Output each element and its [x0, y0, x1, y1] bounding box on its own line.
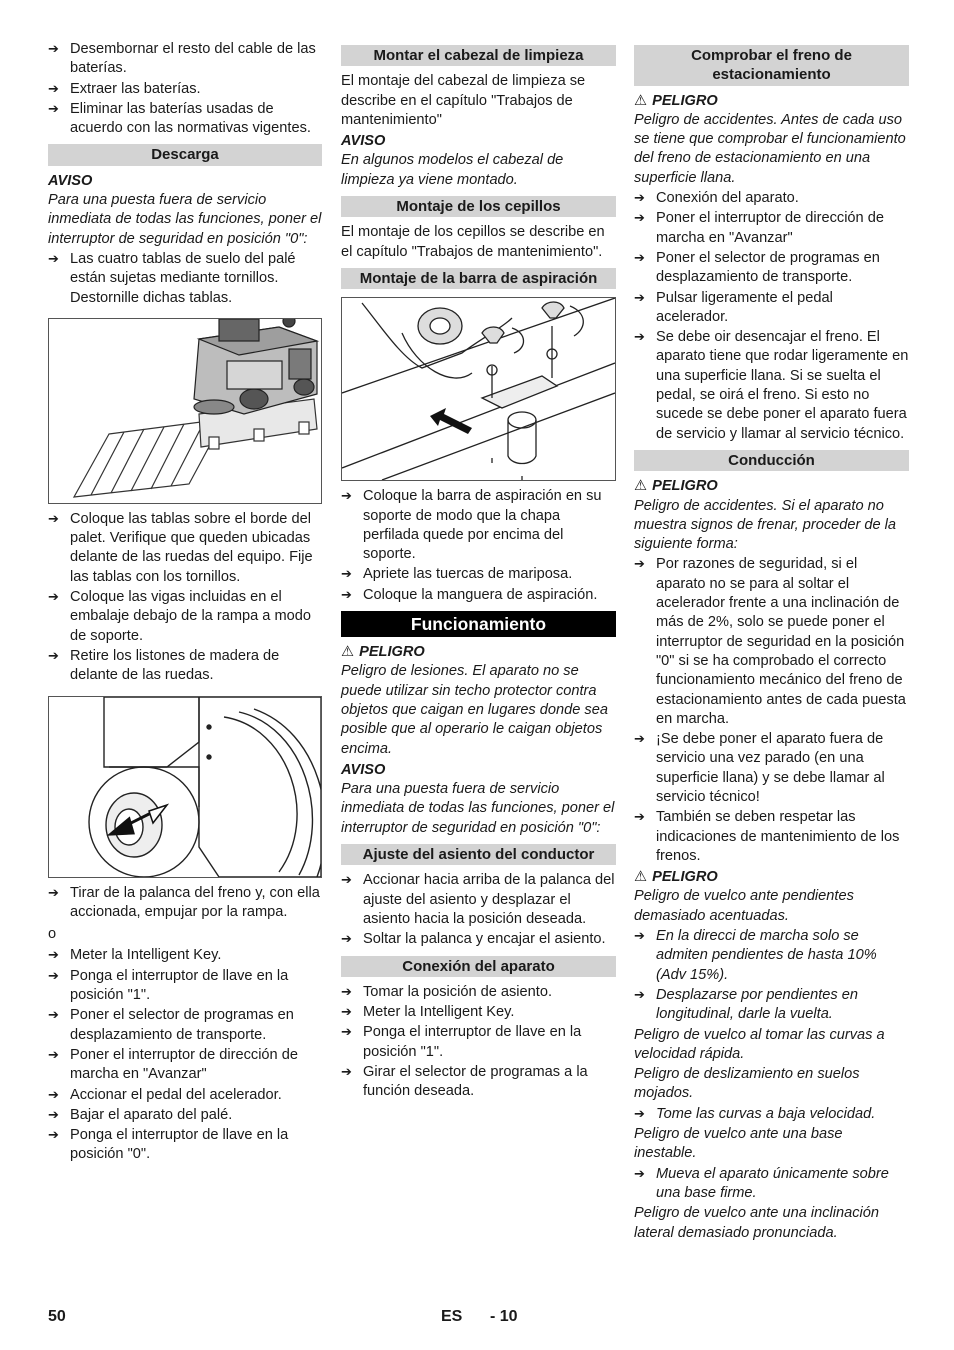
bullet-list: [634, 189, 909, 444]
list-item: ➔ Conexión del aparato.: [634, 189, 909, 208]
peligro-label: ⚠ PELIGRO: [634, 92, 909, 111]
list-item: ➔ Ponga el interruptor de llave en la posición "0".: [48, 1126, 322, 1165]
peligro-text: Peligro de lesiones. El aparato no se puede utilizar sin techo protector contra objetos que caigan en lugares donde sea posible que al operario le caigan objetos encima.: [341, 663, 608, 757]
list-item: ➔ Bajar el aparato del palé.: [48, 1106, 322, 1125]
bullet-list: [341, 871, 616, 949]
peligro-label: ⚠ PELIGRO: [634, 477, 909, 496]
list-item: ➔ Accionar hacia arriba de la palanca del ajuste del asiento y desplazar el asiento hacia la posición deseada.: [341, 871, 616, 929]
section-heading-cepillos: Montaje de los cepillos: [341, 196, 616, 217]
list-item: ➔ También se deben respetar las indicaciones de mantenimiento de los frenos.: [634, 808, 909, 866]
peligro-text: Peligro de accidentes. Si el aparato no muestra signos de frenar, proceder de la siguiente forma:: [634, 497, 897, 553]
list-item: ➔ Tirar de la palanca del freno y, con ella accionada, empujar por la rampa.: [48, 884, 322, 923]
bullet-list: [634, 1165, 909, 1204]
cabezal-text: El montaje del cabezal de limpieza se describe en el capítulo "Trabajos de mantenimiento": [341, 73, 586, 128]
section-heading-cabezal: Montar el cabezal de limpieza: [341, 45, 616, 66]
list-item: ➔ Las cuatro tablas de suelo del palé están sujetas mediante tornillos. Destornille dichas tablas.: [48, 250, 322, 308]
aviso-label: AVISO: [48, 172, 93, 189]
section-heading-descarga: Descarga: [48, 144, 322, 165]
bullet-list: [634, 1105, 909, 1124]
list-item: ➔ Retire los listones de madera de delante de las ruedas.: [48, 647, 322, 686]
figure-machine-on-pallet: [48, 318, 322, 504]
list-item: ➔ Poner el selector de programas en desplazamiento de transporte.: [48, 1006, 322, 1045]
list-item: ➔ Coloque las vigas incluidas en el embalaje debajo de la rampa a modo de soporte.: [48, 588, 322, 646]
base-text: Peligro de vuelco ante una base inestable.: [634, 1126, 843, 1162]
warning-triangle-icon: ⚠: [634, 478, 648, 495]
aviso-text: Para una puesta fuera de servicio inmediata de todas las funciones, poner el interruptor de seguridad en posición "0":: [341, 781, 615, 836]
section-heading-funcionamiento: Funcionamiento: [341, 611, 616, 637]
list-item: ➔ Poner el selector de programas en desplazamiento de transporte.: [634, 249, 909, 288]
list-item: ➔ Poner el interruptor de dirección de marcha en "Avanzar": [48, 1046, 322, 1085]
warning-triangle-icon: ⚠: [634, 92, 648, 109]
bullet-list: [341, 983, 616, 1102]
list-item: ➔ Soltar la palanca y encajar el asiento.: [341, 930, 616, 949]
section-heading-conduccion: Conducción: [634, 450, 909, 471]
aviso-text: Para una puesta fuera de servicio inmediata de todas las funciones, poner el interruptor de seguridad en posición "0":: [48, 192, 322, 247]
bullet-list: [48, 40, 322, 138]
list-item: ➔ Ponga el interruptor de llave en la posición "1".: [48, 967, 322, 1006]
vuelco-text: Peligro de vuelco ante pendientes demasiado acentuadas.: [634, 888, 854, 924]
list-item: ➔ Extraer las baterías.: [48, 80, 322, 99]
list-item: ➔ Desembornar el resto del cable de las baterías.: [48, 40, 322, 79]
peligro-label: ⚠ PELIGRO: [341, 643, 616, 662]
section-heading-barra: Montaje de la barra de aspiración: [341, 268, 616, 289]
list-item: ➔ Coloque la manguera de aspiración.: [341, 586, 616, 605]
or-text: o: [48, 926, 57, 943]
list-item: ➔ Coloque las tablas sobre el borde del palet. Verifique que queden ubicadas delante de las ruedas del equipo. Fije las tablas con los tornillos.: [48, 510, 322, 587]
bullet-list: [48, 946, 322, 1164]
list-item: ➔ Coloque la barra de aspiración en su soporte de modo que la chapa perfilada quede por encima del soporte.: [341, 487, 616, 564]
bullet-list: [48, 884, 322, 923]
list-item: ➔ Poner el interruptor de dirección de marcha en "Avanzar": [634, 209, 909, 248]
language-code: ES: [441, 1308, 463, 1325]
page-number: 50: [48, 1308, 66, 1325]
list-item: ➔ Tomar la posición de asiento.: [341, 983, 616, 1002]
deslizamiento-text: Peligro de deslizamiento en suelos mojados.: [634, 1066, 860, 1102]
sub-page-number: - 10: [490, 1308, 518, 1325]
aviso-label: AVISO: [341, 761, 386, 778]
figure-brake-lever: [48, 696, 322, 878]
lateral-text: Peligro de vuelco ante una inclinación lateral demasiado pronunciada.: [634, 1205, 880, 1241]
warning-triangle-icon: ⚠: [634, 869, 648, 886]
bullet-list: [341, 487, 616, 605]
section-heading-freno: Comprobar el freno de estacionamiento: [634, 45, 909, 86]
list-item: ➔ Pulsar ligeramente el pedal acelerador.: [634, 289, 909, 328]
column-left: [48, 40, 322, 1166]
section-heading-conexion: Conexión del aparato: [341, 956, 616, 977]
bullet-list: [634, 927, 909, 1024]
peligro-label: ⚠ PELIGRO: [634, 868, 909, 887]
list-item: ➔ Accionar el pedal del acelerador.: [48, 1086, 322, 1105]
section-heading-asiento: Ajuste del asiento del conductor: [341, 844, 616, 865]
bullet-list: [634, 555, 909, 866]
list-item: ➔ En la direcci de marcha solo se admiten pendientes de hasta 10% (Adv 15%).: [634, 927, 909, 985]
warning-triangle-icon: ⚠: [341, 644, 355, 661]
list-item: ➔ Por razones de seguridad, si el aparato no se para al soltar el acelerador frente a una inclinación de más de 2%, solo se puede poner el interruptor de seguridad en la posición "0" si se ha comprobado el correcto funcionamiento mecánico del freno de estacionamiento antes de cada puesta en marcha.: [634, 555, 909, 729]
list-item: ➔ ¡Se debe poner el aparato fuera de servicio una vez parado (en una superficie llana) y se debe llamar al servicio técnico!: [634, 730, 909, 807]
cabezal-aviso-text: En algunos modelos el cabezal de limpieza ya viene montado.: [341, 152, 564, 188]
list-item: ➔ Girar el selector de programas a la función deseada.: [341, 1063, 616, 1102]
column-middle: [341, 40, 616, 1103]
list-item: ➔ Se debe oir desencajar el freno. El aparato tiene que rodar ligeramente en una superficie llana. Si se suelta el pedal, se oirá el freno. Si esto no sucede se debe poner el aparato fuera de servicio y llamar al servicio técnico.: [634, 328, 909, 444]
column-right: [634, 40, 909, 1244]
list-item: ➔ Ponga el interruptor de llave en la posición "1".: [341, 1023, 616, 1062]
list-item: ➔ Eliminar las baterías usadas de acuerdo con las normativas vigentes.: [48, 100, 322, 139]
list-item: ➔ Apriete las tuercas de mariposa.: [341, 565, 616, 584]
bullet-list: [48, 510, 322, 686]
list-item: ➔ Tome las curvas a baja velocidad.: [634, 1105, 909, 1124]
aviso-label: AVISO: [341, 133, 386, 150]
list-item: ➔ Mueva el aparato únicamente sobre una base firme.: [634, 1165, 909, 1204]
list-item: ➔ Meter la Intelligent Key.: [48, 946, 322, 965]
peligro-text: Peligro de accidentes. Antes de cada uso se tiene que comprobar el funcionamiento del freno de estacionamiento en una superficie llana.: [634, 111, 906, 186]
list-item: ➔ Meter la Intelligent Key.: [341, 1003, 616, 1022]
cepillos-text: El montaje de los cepillos se describe en el capítulo "Trabajos de mantenimiento".: [341, 224, 605, 260]
bullet-list: [48, 250, 322, 308]
curvas-text: Peligro de vuelco al tomar las curvas a velocidad rápida.: [634, 1026, 885, 1062]
figure-suction-bar: [341, 297, 616, 481]
list-item: ➔ Desplazarse por pendientes en longitudinal, darle la vuelta.: [634, 986, 909, 1025]
